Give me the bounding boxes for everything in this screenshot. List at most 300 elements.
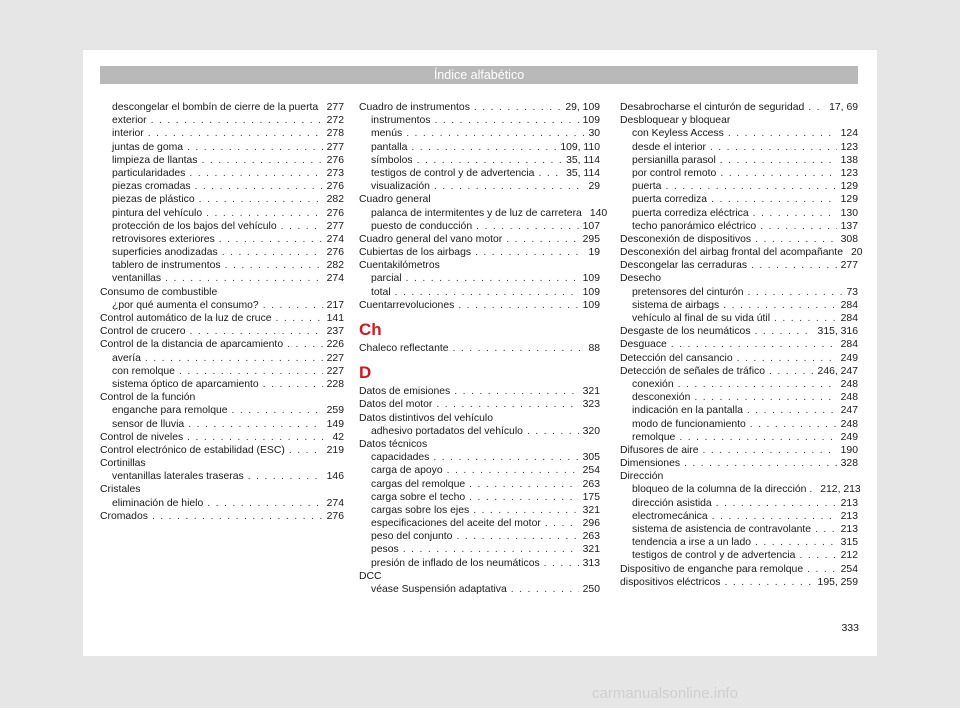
entry-page: 263 <box>582 531 600 543</box>
leader-dots <box>720 154 837 167</box>
leader-dots <box>281 220 323 233</box>
entry-page: 321 <box>582 504 600 516</box>
leader-dots <box>720 167 836 180</box>
entry-term: techo panorámico eléctrico <box>632 220 757 232</box>
entry-page: 315 <box>840 537 858 549</box>
entry-term: parcial <box>371 273 402 285</box>
leader-dots <box>694 391 836 404</box>
entry-page: 323 <box>582 399 600 411</box>
entry-page: 29, 109 <box>565 102 600 113</box>
entry-page: 195, 259 <box>817 576 858 588</box>
index-entry <box>620 167 858 180</box>
index-entry <box>100 246 344 259</box>
entry-page: 190 <box>840 444 858 456</box>
entry-term: protección de los bajos del vehículo <box>112 220 277 232</box>
leader-dots <box>723 299 836 312</box>
entry-page: 124 <box>840 128 858 140</box>
leader-dots <box>469 491 579 504</box>
entry-term: Desbloquear y bloquear <box>620 115 731 127</box>
index-entry <box>100 365 344 378</box>
entry-page: 217 <box>326 299 344 311</box>
entry-term: Chaleco reflectante <box>359 343 449 354</box>
entry-term: Desecho <box>620 273 662 285</box>
entry-term: Control electrónico de estabilidad (ESC) <box>100 444 285 456</box>
entry-page: 274 <box>326 273 344 285</box>
leader-dots <box>417 154 563 167</box>
entry-term: visualización <box>371 181 430 193</box>
index-entry <box>620 470 858 483</box>
leader-dots <box>225 259 323 272</box>
entry-page: 227 <box>326 365 344 377</box>
entry-page: 30 <box>588 128 600 140</box>
index-entry <box>359 154 600 167</box>
header-title: Índice alfabético <box>433 68 525 82</box>
index-entry <box>620 193 858 206</box>
leader-dots <box>808 101 825 114</box>
leader-dots <box>289 444 323 457</box>
leader-dots <box>406 127 584 140</box>
entry-term: Cristales <box>100 484 141 496</box>
entry-term: interior <box>112 128 144 140</box>
entry-term: Cuadro de instrumentos <box>359 102 470 113</box>
index-entry <box>620 312 858 325</box>
entry-page: 129 <box>840 181 858 193</box>
entry-term: carga de apoyo <box>371 465 443 477</box>
entry-term: puerta corrediza <box>632 194 708 206</box>
entry-page: 109 <box>582 115 600 127</box>
entry-term: Control de crucero <box>100 326 186 338</box>
index-entry <box>359 246 600 259</box>
leader-dots <box>276 312 323 325</box>
entry-term: Cromados <box>100 510 148 522</box>
entry-page: 42 <box>332 431 344 443</box>
index-entry <box>359 557 600 570</box>
section-letter-ch: Ch <box>359 320 382 339</box>
entry-term: Desgaste de los neumáticos <box>620 326 751 338</box>
leader-dots <box>222 246 323 259</box>
entry-term: exterior <box>112 115 147 127</box>
index-entry <box>100 483 344 496</box>
index-entry <box>359 193 600 206</box>
entry-term: Cuentakilómetros <box>359 260 440 272</box>
index-entry <box>359 259 600 272</box>
leader-dots <box>454 385 578 398</box>
index-entry <box>620 220 858 233</box>
entry-term: Control de la distancia de aparcamiento <box>100 339 284 351</box>
entry-term: véase Suspensión adaptativa <box>371 584 507 595</box>
entry-term: descongelar el bombín de cierre de la puerta <box>112 102 319 113</box>
index-entry <box>359 438 600 451</box>
entry-page: 248 <box>840 392 858 404</box>
entry-page: 321 <box>582 386 600 398</box>
entry-page: 29 <box>588 181 600 193</box>
entry-term: pantalla <box>371 141 408 153</box>
entry-term: remolque <box>632 431 676 443</box>
index-entry <box>620 457 858 470</box>
entry-term: pretensores del cinturón <box>632 286 744 298</box>
index-entry <box>620 576 858 589</box>
index-column-1 <box>100 101 344 523</box>
entry-page: 313 <box>582 557 600 569</box>
index-entry <box>620 510 858 523</box>
index-entry <box>100 114 344 127</box>
entry-term: limpieza de llantas <box>112 154 198 166</box>
leader-dots <box>406 272 579 285</box>
index-column-3 <box>620 101 863 589</box>
leader-dots <box>710 141 837 154</box>
entry-page: 276 <box>326 510 344 522</box>
index-entry <box>359 491 600 504</box>
entry-page: 296 <box>582 518 600 530</box>
index-entry <box>620 259 858 272</box>
leader-dots <box>476 220 579 233</box>
entry-term: ¿por qué aumenta el consumo? <box>112 299 259 311</box>
entry-page: 248 <box>840 418 858 430</box>
leader-dots <box>179 365 323 378</box>
entry-term: piezas de plástico <box>112 194 195 206</box>
entry-term: Cuadro general <box>359 194 431 206</box>
index-entry <box>100 470 344 483</box>
index-entry <box>620 233 858 246</box>
index-entry <box>620 444 858 457</box>
entry-term: juntas de goma <box>112 141 184 153</box>
leader-dots <box>434 180 585 193</box>
entry-term: Detección del cansancio <box>620 352 733 364</box>
leader-dots <box>151 114 323 127</box>
leader-dots <box>747 404 837 417</box>
leader-dots <box>545 517 579 530</box>
entry-term: avería <box>112 352 141 364</box>
leader-dots <box>751 259 837 272</box>
entry-term: Control automático de la luz de cruce <box>100 313 272 324</box>
leader-dots <box>716 497 837 510</box>
leader-dots <box>665 180 836 193</box>
entry-term: con remolque <box>112 365 175 377</box>
leader-dots <box>728 127 837 140</box>
entry-page: 141 <box>326 313 344 324</box>
entry-term: indicación en la pantalla <box>632 405 743 417</box>
entry-page: 259 <box>326 405 344 417</box>
index-entry <box>620 299 858 312</box>
index-entry <box>359 385 600 398</box>
leader-dots <box>458 299 578 312</box>
entry-term: particularidades <box>112 167 186 179</box>
index-entry <box>100 497 344 510</box>
entry-term: bloqueo de la columna de la dirección . <box>632 484 813 496</box>
index-entry <box>100 259 344 272</box>
leader-dots <box>433 451 578 464</box>
entry-page: 212 <box>840 550 858 562</box>
index-entry <box>620 286 858 299</box>
index-entry <box>359 167 600 180</box>
index-entry <box>100 167 344 180</box>
leader-dots <box>447 464 579 477</box>
leader-dots <box>807 563 837 576</box>
entry-term: presión de inflado de los neumáticos <box>371 557 540 569</box>
leader-dots <box>750 418 837 431</box>
entry-term: eliminación de hielo <box>112 497 204 509</box>
entry-term: Detección de señales de tráfico <box>620 365 765 377</box>
index-entry <box>359 583 600 596</box>
index-entry <box>620 338 858 351</box>
entry-page: 130 <box>840 207 858 219</box>
leader-dots <box>201 154 322 167</box>
entry-term: modo de funcionamiento <box>632 418 746 430</box>
entry-term: peso del conjunto <box>371 531 453 543</box>
index-entry <box>620 365 858 378</box>
leader-dots <box>769 365 814 378</box>
entry-page: 226 <box>326 339 344 351</box>
index-entry <box>100 312 344 325</box>
entry-page: 213 <box>840 497 858 509</box>
entry-page: 123 <box>840 141 858 153</box>
index-entry <box>620 497 858 510</box>
leader-dots <box>148 127 323 140</box>
entry-page: 277 <box>326 220 344 232</box>
entry-page: 35, 114 <box>566 154 600 166</box>
index-entry <box>359 207 608 220</box>
entry-term: puesto de conducción <box>371 220 473 232</box>
entry-page: 175 <box>582 491 600 503</box>
entry-page: 305 <box>582 452 600 464</box>
leader-dots <box>747 286 842 299</box>
leader-dots <box>538 167 562 180</box>
index-entry <box>100 418 344 431</box>
index-entry <box>359 101 600 114</box>
index-entry <box>100 510 344 523</box>
entry-page: 219 <box>326 444 344 456</box>
index-entry <box>620 246 863 259</box>
index-entry <box>359 220 600 233</box>
leader-dots <box>724 576 813 589</box>
entry-page: 276 <box>326 207 344 219</box>
index-entry <box>620 536 858 549</box>
index-entry <box>359 478 600 491</box>
entry-page: 123 <box>840 167 858 179</box>
leader-dots <box>395 286 579 299</box>
leader-dots <box>188 418 322 431</box>
index-entry <box>620 404 858 417</box>
entry-page: 278 <box>326 128 344 140</box>
index-entry <box>100 352 344 365</box>
index-entry <box>100 180 344 193</box>
index-entry <box>620 325 858 338</box>
page-header <box>100 66 858 84</box>
entry-term: menús <box>371 128 403 140</box>
index-entry <box>620 141 858 154</box>
index-entry <box>620 154 858 167</box>
index-entry <box>620 431 858 444</box>
entry-term: cargas sobre los ejes <box>371 504 470 516</box>
entry-term: tendencia a irse a un lado <box>632 537 752 549</box>
entry-page: 249 <box>840 431 858 443</box>
index-entry <box>100 404 344 417</box>
entry-term: Desabrocharse el cinturón de seguridad <box>620 102 805 113</box>
entry-page: 277 <box>326 141 344 153</box>
index-entry <box>620 523 858 536</box>
leader-dots <box>473 504 578 517</box>
entry-term: sistema óptico de aparcamiento <box>112 378 259 390</box>
entry-term: Datos técnicos <box>359 438 428 450</box>
entry-term: Dispositivo de enganche para remolque <box>620 563 804 575</box>
entry-term: conexión <box>632 378 674 390</box>
entry-page: 237 <box>326 326 344 338</box>
entry-term: testigos de control y de advertencia <box>632 550 796 562</box>
entry-term: Cortinillas <box>100 458 146 470</box>
entry-page: 272 <box>326 115 344 127</box>
entry-term: sistema de asistencia de contravolante <box>632 524 812 535</box>
entry-term: instrumentos <box>371 115 431 127</box>
index-entry <box>100 338 344 351</box>
index-entry <box>359 233 600 246</box>
entry-term: Cubiertas de los airbags <box>359 247 472 259</box>
entry-page: 35, 114 <box>566 167 600 179</box>
index-entry <box>100 457 344 470</box>
entry-term: DCC <box>359 570 382 582</box>
index-entry <box>100 325 344 338</box>
entry-term: vehículo al final de su vida útil <box>632 313 771 324</box>
index-entry <box>359 180 600 193</box>
entry-term: Descongelar las cerraduras <box>620 260 748 272</box>
leader-dots <box>469 478 579 491</box>
entry-term: Datos del motor <box>359 399 433 411</box>
entry-term: Control de niveles <box>100 431 184 443</box>
entry-page: 250 <box>582 584 600 595</box>
index-entry <box>100 444 344 457</box>
entry-page: 284 <box>840 339 858 351</box>
leader-dots <box>189 325 322 338</box>
leader-dots <box>453 342 585 355</box>
leader-dots <box>195 180 323 193</box>
entry-term: dispositivos eléctricos <box>620 576 721 588</box>
entry-page: 212, 213 <box>820 484 861 496</box>
index-entry <box>359 342 600 355</box>
entry-page: 213 <box>840 510 858 522</box>
entry-page: 249 <box>840 352 858 364</box>
index-entry <box>100 220 344 233</box>
entry-page: 274 <box>326 233 344 245</box>
entry-term: enganche para remolque <box>112 405 228 417</box>
index-entry <box>359 299 600 312</box>
watermark: carmanualsonline.info <box>592 685 738 702</box>
entry-term: palanca de intermitentes y de luz de carretera <box>371 207 582 219</box>
index-entry <box>359 530 600 543</box>
entry-page: 73 <box>846 286 858 298</box>
index-entry <box>620 483 861 496</box>
index-entry <box>620 418 858 431</box>
entry-term: ventanillas <box>112 273 162 285</box>
entry-page: 276 <box>326 181 344 193</box>
leader-dots <box>544 557 579 570</box>
leader-dots <box>760 220 836 233</box>
index-entry <box>620 101 858 114</box>
entry-page: 247 <box>840 405 858 417</box>
entry-term: testigos de control y de advertencia <box>371 167 535 179</box>
index-entry <box>359 517 600 530</box>
leader-dots <box>755 233 837 246</box>
entry-term: tablero de instrumentos <box>112 260 221 272</box>
entry-term: Datos de emisiones <box>359 386 451 398</box>
index-entry <box>359 451 600 464</box>
index-entry <box>100 391 344 404</box>
index-entry <box>100 378 344 391</box>
entry-page: 282 <box>326 194 344 206</box>
entry-term: capacidades <box>371 452 430 464</box>
entry-page: 17, 69 <box>829 102 858 113</box>
entry-term: adhesivo portadatos del vehículo <box>371 425 523 437</box>
index-entry <box>100 207 344 220</box>
index-entry <box>100 127 344 140</box>
entry-page: 315, 316 <box>817 326 858 338</box>
leader-dots <box>474 101 561 114</box>
entry-term: Dimensiones <box>620 458 681 470</box>
index-entry <box>100 101 344 114</box>
leader-dots <box>165 272 323 285</box>
index-entry <box>359 570 600 583</box>
entry-page: 146 <box>326 471 344 483</box>
entry-term: ventanillas laterales traseras <box>112 471 244 483</box>
index-entry <box>359 141 600 154</box>
entry-term: Desconexión del airbag frontal del acompañante <box>620 247 843 259</box>
leader-dots <box>403 543 579 556</box>
entry-page: 295 <box>582 233 600 245</box>
index-entry <box>620 207 858 220</box>
entry-page: 137 <box>840 220 858 232</box>
entry-page: 284 <box>840 299 858 311</box>
index-entry <box>100 272 344 285</box>
leader-dots <box>456 530 578 543</box>
index-entry <box>359 412 600 425</box>
leader-dots <box>737 352 837 365</box>
entry-page: 109, 110 <box>560 141 600 153</box>
leader-dots <box>511 583 579 596</box>
entry-term: retrovisores exteriores <box>112 233 215 245</box>
entry-page: 277 <box>326 102 344 113</box>
leader-dots <box>189 167 322 180</box>
entry-term: Cuentarrevoluciones <box>359 299 455 311</box>
index-entry <box>359 464 600 477</box>
entry-term: símbolos <box>371 154 413 166</box>
leader-dots <box>206 207 323 220</box>
entry-page: 273 <box>326 167 344 179</box>
index-entry <box>100 141 344 154</box>
entry-page: 213 <box>840 524 858 535</box>
entry-term: por control remoto <box>632 167 717 179</box>
entry-term: pintura del vehículo <box>112 207 203 219</box>
index-entry <box>100 286 344 299</box>
entry-term: carga sobre el techo <box>371 491 466 503</box>
entry-term: sensor de lluvia <box>112 418 185 430</box>
entry-term: desconexión <box>632 392 691 404</box>
leader-dots <box>799 549 836 562</box>
entry-page: 246, 247 <box>817 365 858 377</box>
index-entry <box>359 543 600 556</box>
index-entry <box>359 504 600 517</box>
leader-dots <box>263 299 323 312</box>
entry-page: 277 <box>840 260 858 272</box>
entry-page: 276 <box>326 154 344 166</box>
index-entry <box>620 114 858 127</box>
entry-page: 321 <box>582 544 600 556</box>
entry-page: 19 <box>588 247 600 259</box>
entry-page: 20 <box>850 247 863 259</box>
page-number: 333 <box>841 622 859 634</box>
entry-term: piezas cromadas <box>112 181 191 193</box>
entry-term: puerta <box>632 181 662 193</box>
leader-dots <box>187 141 323 154</box>
entry-page: 328 <box>840 458 858 470</box>
entry-page: 274 <box>326 497 344 509</box>
